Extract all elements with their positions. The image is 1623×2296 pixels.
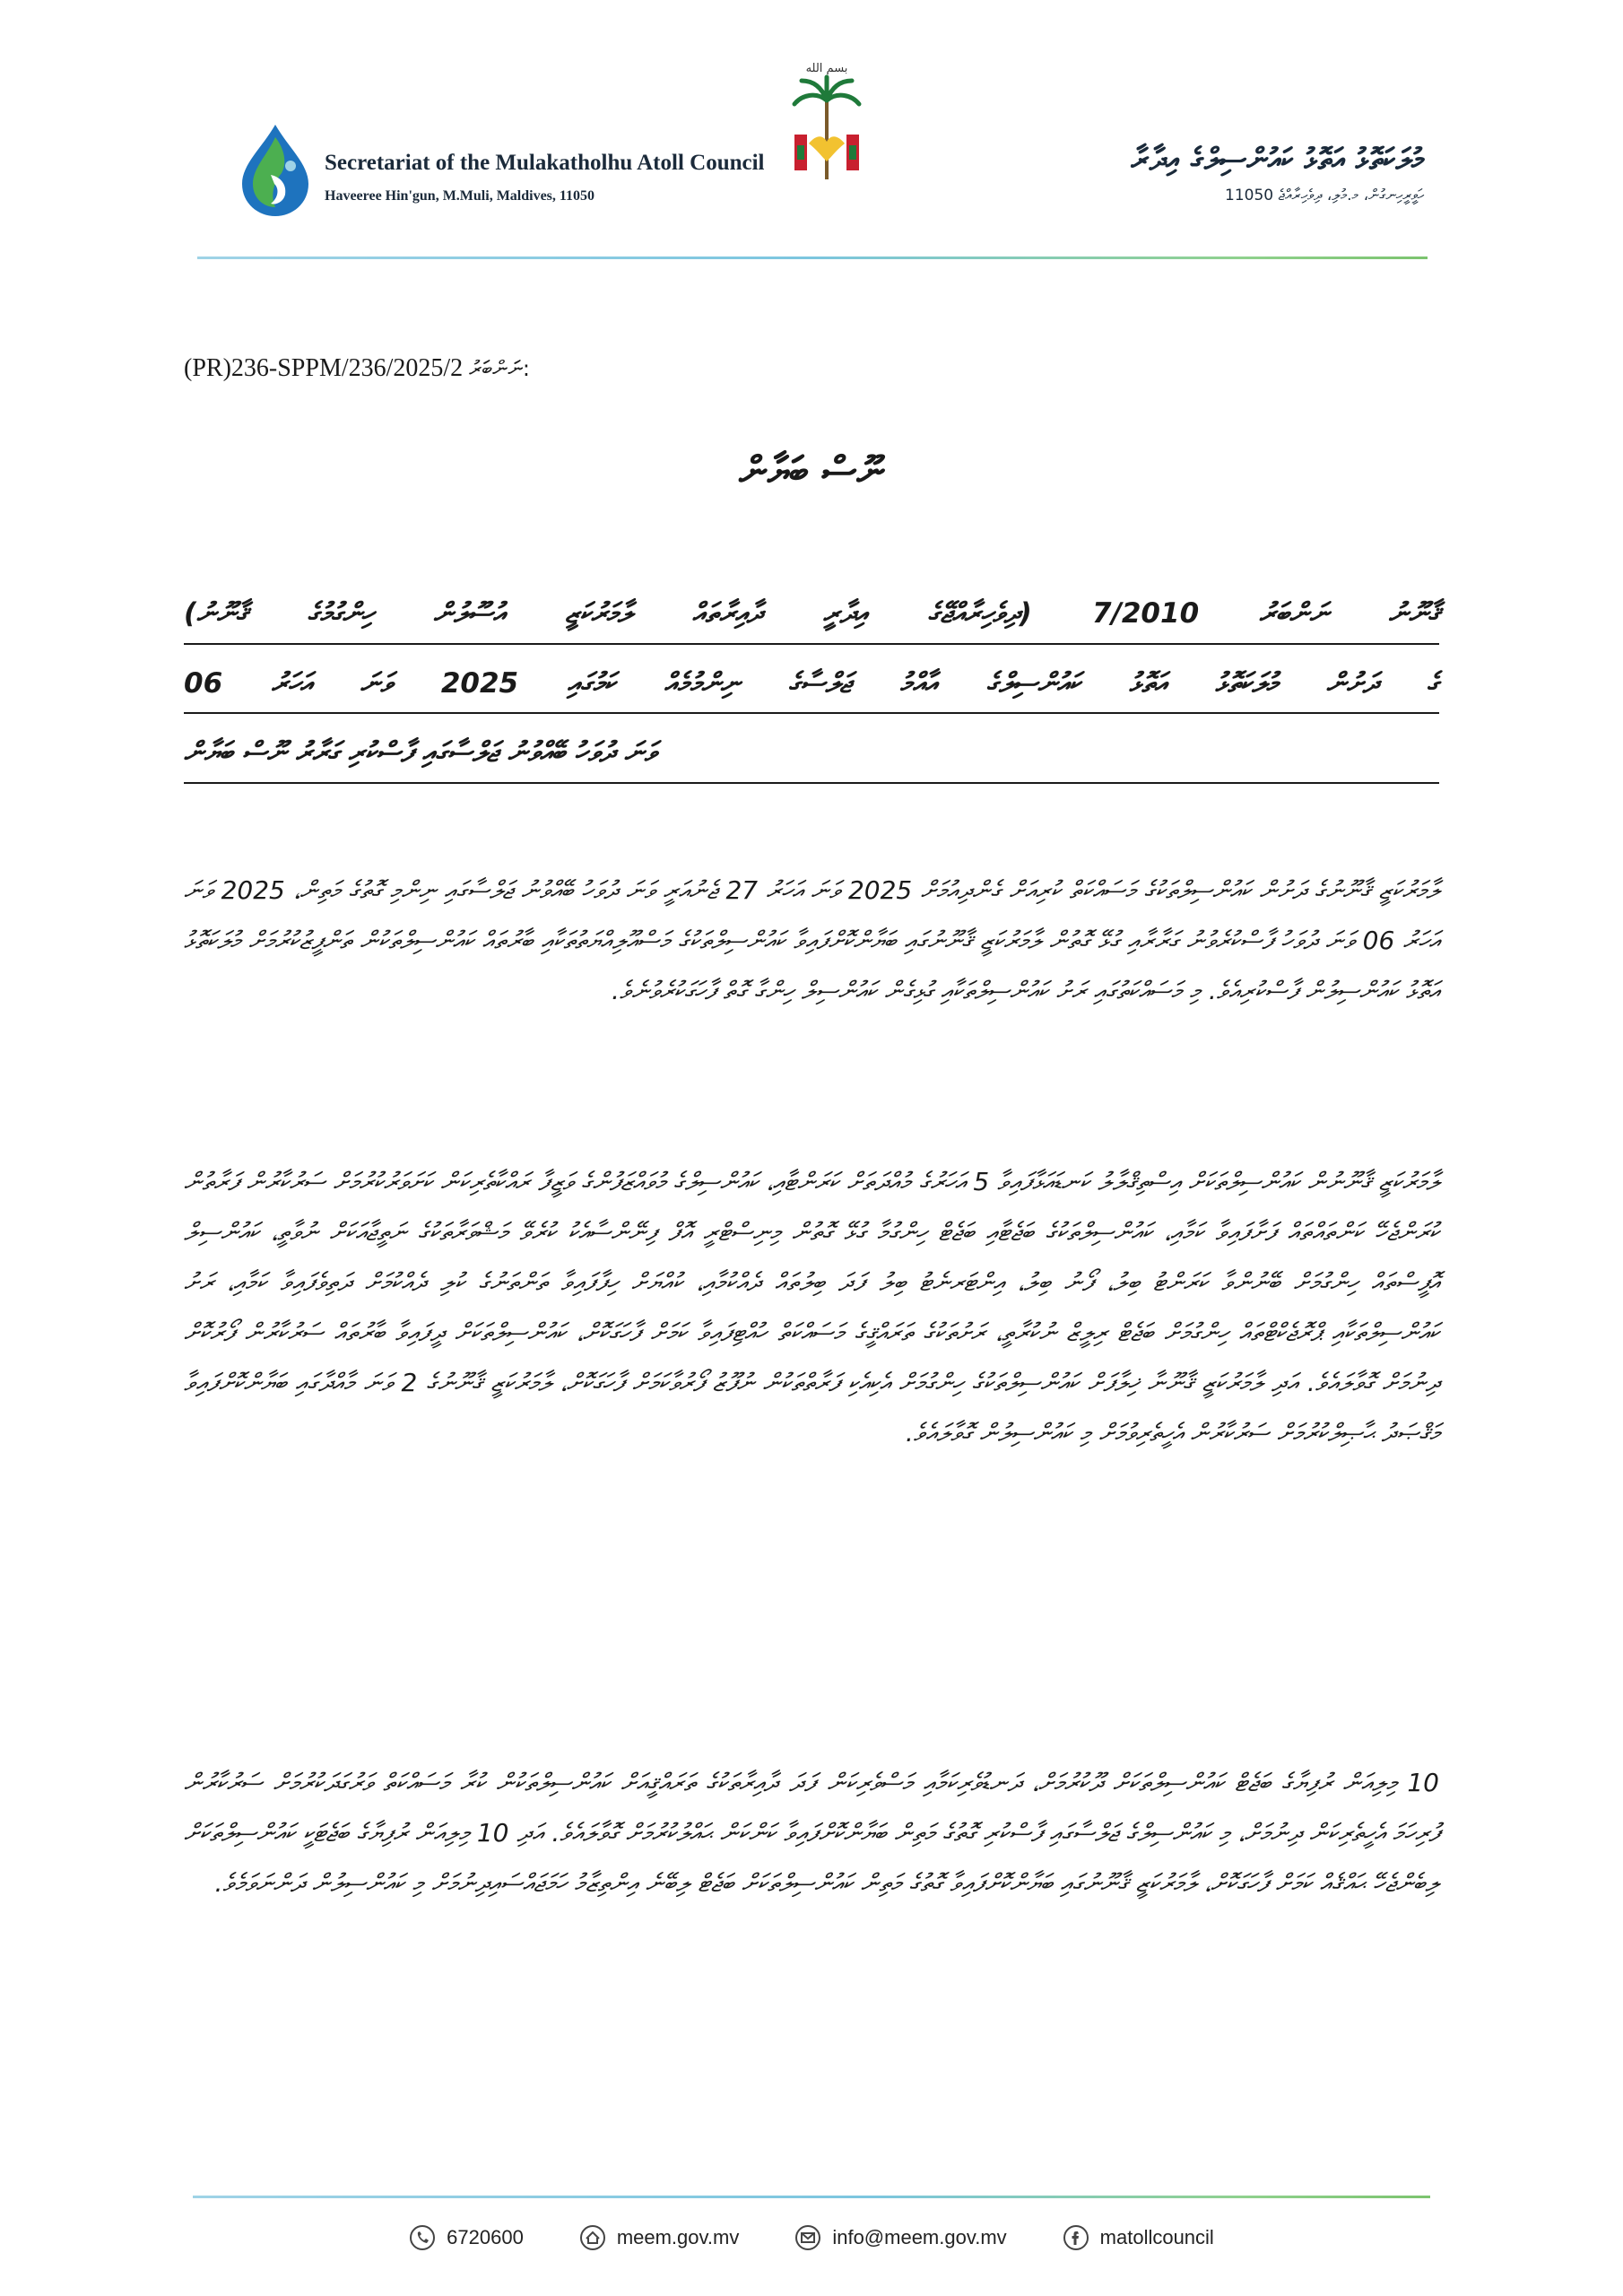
footer-contacts [0,2215,1623,2260]
notice-title: ނޫސް ބަޔާން [739,448,884,494]
subject-line-1: ޤާނޫނު ނަންބަރު 7/2010 (ދިވެހިރާއްޖޭގެ އިދާރީ ދާއިރާތައް ލާމަރުކަޒީ އުސޫލުން ހިންގުމުގެ ޤާނޫނު) [184,587,1439,645]
council-address-english: Haveeree Hin'gun, M.Muli, Maldives, 11050 [325,188,595,204]
bismillah-calligraphy: بسم الله [805,62,848,75]
footer-facebook [1063,2224,1214,2251]
council-address-dhivehi: ހަވީރީހިނގުން، މ.މުލި، ދިވެހިރާއްޖެ 11050 [1225,187,1424,204]
maldives-state-emblem-icon [782,45,872,197]
council-droplet-logo-icon [235,121,316,220]
council-name-english: Secretariat of the Mulakatholhu Atoll Council [325,151,765,175]
subject-line-3: ވަނަ ދުވަހު ބޭއްވުނު ޖަލްސާގައި ފާސްކުރި ގަރާރު ނޫސް ބަޔާން [184,726,1439,784]
home-icon [579,2224,606,2251]
footer-phone [409,2224,524,2251]
facebook-icon [1063,2224,1089,2251]
body-paragraph-3: 10 މިލިއަން ރުފިޔާގެ ބަޖެޓް ކައުންސިލްތަކަށް ދޫކުރުމަށް، ދަނޑުވެރިކަމާއި މަސްވެރިކަން ފަދަ ދާއިރާތަކުގެ ތަރައްޤީއަށް ކައުންސިލްތަކުން ކުރާ މަސައްކަތް ވަރުގަދަކުރުމަށް ސަރުކާރުން ފުރިހަމަ އެހީތެރިކަން ދިނުމަށް، މި ކައުންސިލްގެ ޖަލްސާގައި ފާސްކުރި ގޮތުގެ މަތިން ބަޔާންކޮށްފައިވާ ކަންކަން ޙައްލުކުރުމަށް ގޮވާލައެވެ. އަދި 10 މިލިއަން ރުފިޔާގެ ބަޖެޓަކީ ކައުންސިލްތަކަށް ލިބެންޖެހޭ ޙައްޤެއް ކަމަށް ފާހަގަކޮށް، ލާމަރުކަޒީ ޤާނޫނުގައި ބަޔާންކޮށްފައިވާ ގޮތުގެ މަތިން ކައުންސިލްތަކަށް ބަޖެޓް ލިބޭނެ އިންތިޒާމު ހަމަޖައްސައިދިނުމަށް މި ކައުންސިލުން ދަންނަވަމެވެ. [184,1768,1439,1898]
body-paragraph-1: ލާމަރުކަޒީ ޤާނޫނުގެ ދަށުން ކައުންސިލްތަކުގެ މަސައްކަތް ކުރިއަށް ގެންދިއުމަށް 2025 ވަނަ އަހަރު 27 ޖެނުއަރީ ވަނަ ދުވަހު ބޭއްވުނު ޖަލްސާގައި ނިންމި ގޮތުގެ މަތިން، 2025 ވަނަ އަހަރު 06 ވަނަ ދުވަހު ފާސްކުރެވުނު ގަރާރާއި ގުޅޭ ގޮތުން ލާމަރުކަޒީ ޤާނޫނުގައި ބަޔާންކޮށްފައިވާ ކައުންސިލްތަކުގެ މަސްއޫލިއްޔަތުތަކާއި ބާރުތައް ކައުންސިލްތަކުން ތަންފީޒުކުރުމަށް މުލަކަތޮޅު އަތޮޅު ކައުންސިލުން ފާސްކުރިއެވެ. މި މަސައްކަތުގައި ރަށު ކައުންސިލްތަކާއި ގުޅިގެން ކައުންސިލް ހިންގާ ގޮތް ފާހަގަކުރެވުނެވެ. [184,875,1440,1005]
phone-icon [409,2224,436,2251]
phone-number: 6720600 [447,2226,524,2248]
header-divider [197,257,1428,259]
facebook-handle[interactable]: matollcouncil [1099,2226,1214,2248]
footer-divider [193,2196,1430,2198]
footer-email [794,2224,1006,2251]
notice-subject [184,587,1439,796]
email-link[interactable]: info@meem.gov.mv [832,2226,1007,2248]
reference-label: ނަންބަރު: [469,356,530,381]
website-link[interactable]: meem.gov.mv [616,2226,740,2248]
council-name-dhivehi: މުލަކަތޮޅު އަތޮޅު ކައުންސިލްގެ އިދާރާ [1131,142,1424,178]
body-paragraph-2: ލާމަރުކަޒީ ޤާނޫނުން ކައުންސިލްތަކަށް އިސްތިޤްލާލު ކަނޑައަޅާފައިވާ 5 އަހަރުގެ މުއްދަތަށް ކަރަންޓާއި، ކައުންސިލްގެ މުވައްޒަފުންގެ ވަޒީފާ ރައްކާތެރިކަން ކަށަވަރުކުރުމަށް ސަރުކާރުން ފަރާތުން ކުރަންޖެހޭ ކަންތައްތައް ފަށާފައިވާ ކަމާއި، ކައުންސިލްތަކުގެ ބަޖެޓާއި ބަޖެޓް ހިންގުމާ ގުޅޭ ގޮތުން މިނިސްޓްރީ އޮފް ފިނޭންސާއެކު ކުރެވޭ މަޝްވަރާތަކުގެ ނަތީޖާއަކަށް ނުވާތީ، ކައުންސިލް އޮފީސްތައް ހިންގުމަށް ބޭނުންވާ ކަރަންޓު ބިލު، ފޯނު ބިލު، އިންޓަރނެޓު ބިލު ފަދަ ބިލުތައް ދެއްކުމާއި، ކުއްޔަށް ހިފާފައިވާ ތަންތަނުގެ ކުލި ދެއްކުމަށް ދަތިވެފައިވާ ކަމާއި، ރަށު ކައުންސިލްތަކާއި ޕްރޮޖެކްޓްތައް ހިންގުމަށް ބަޖެޓް ރިލީޒް ނުކުރާތީ، ރަށުތަކުގެ ތަރައްޤީގެ މަސައްކަތް ހުއްޓިފައިވާ ކަމަށް ފާހަގަކޮށް، ކައުންސިލްތަކަށް ދީފައިވާ ބާރުތައް ސަރުކާރުން ފޯރުކޮށް ދިނުމަށް ގޮވާލައެވެ. އަދި ލާމަރުކަޒީ ޤާނޫނާ ޚިލާފަށް ކައުންސިލްތަކުގެ ހިންގުމަށް އެކިއެކި ފަރާތްތަކުން ނުފޫޒު ފޯރުވާކަމަށް ފާހަގަކޮށް، ލާމަރުކަޒީ ޤާނޫނުގެ 2 ވަނަ މާއްދާގައި ބަޔާންކޮށްފައިވާ މަޤްޞަދު ޙާޞިލްކުރުމަށް ސަރުކާރުން އެހީތެރިވުމަށް މި ކައުންސިލުން ގޮވާލައެވެ. [184,1167,1440,1448]
reference-line [184,354,530,383]
mail-icon [794,2224,821,2251]
footer-website [579,2224,740,2251]
reference-number: (PR)236-SPPM/236/2025/2 [184,354,464,382]
subject-line-2: ގެ ދަށުން މުލަކަތޮޅު އަތޮޅު ކައުންސިލްގެ އާއްމު ޖަލްސާގެ ނިންމުމެއް ކަމުގައި 2025 ވަނަ އަހަރު 06 [184,657,1439,715]
